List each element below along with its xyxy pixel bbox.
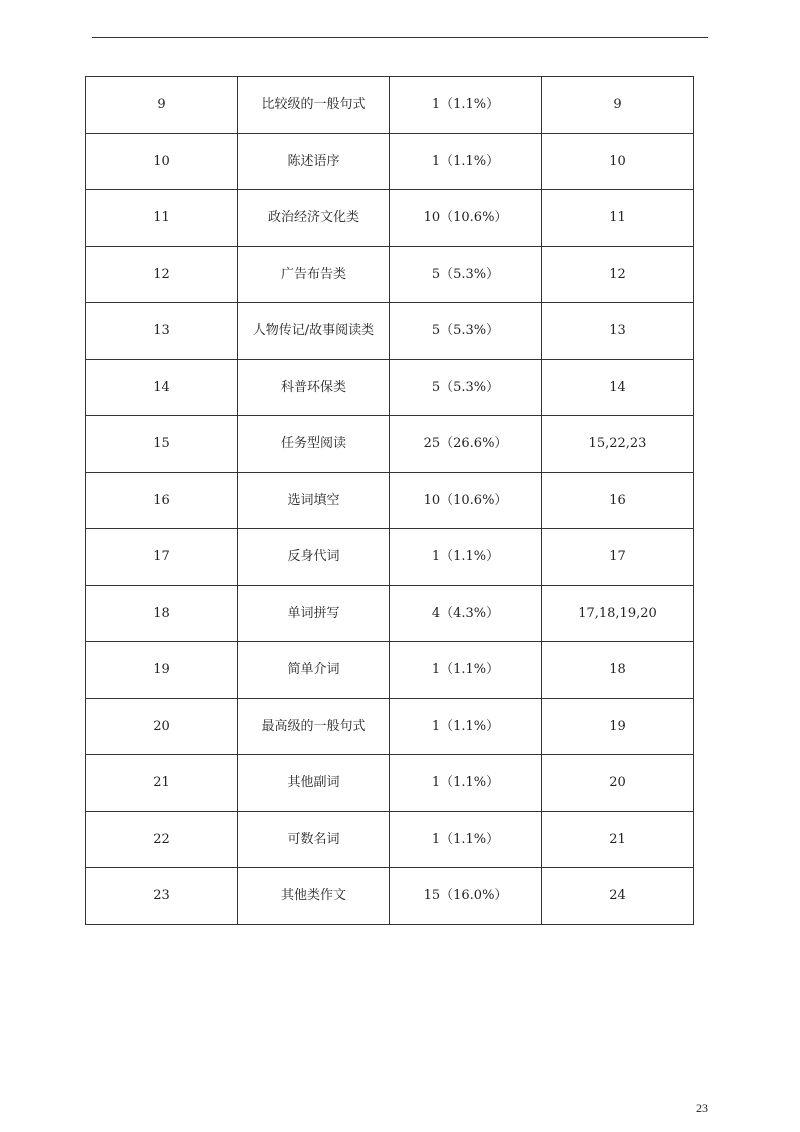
table-row (86, 416, 694, 473)
table-cell: 选词填空 (238, 472, 390, 529)
data-table-container (85, 76, 690, 925)
table-cell: 陈述语序 (238, 133, 390, 190)
table-cell: 17 (542, 529, 694, 586)
table-cell: 25（26.6%） (390, 416, 542, 473)
table-cell: 24 (542, 868, 694, 925)
header-rule (92, 37, 708, 38)
table-row (86, 190, 694, 247)
table-cell: 11 (86, 190, 238, 247)
table-cell: 科普环保类 (238, 359, 390, 416)
table-cell: 简单介词 (238, 642, 390, 699)
table-row (86, 77, 694, 134)
table-cell: 23 (86, 868, 238, 925)
table-cell: 16 (542, 472, 694, 529)
table-cell: 10 (542, 133, 694, 190)
table-cell: 1（1.1%） (390, 811, 542, 868)
table-cell: 任务型阅读 (238, 416, 390, 473)
table-cell: 19 (86, 642, 238, 699)
table-row (86, 529, 694, 586)
table-cell: 最高级的一般句式 (238, 698, 390, 755)
table-row (86, 698, 694, 755)
page-number: 23 (696, 1101, 708, 1115)
table-row (86, 755, 694, 812)
table-cell: 12 (542, 246, 694, 303)
table-cell: 21 (86, 755, 238, 812)
table-cell: 10 (86, 133, 238, 190)
table-cell: 4（4.3%） (390, 585, 542, 642)
table-cell: 11 (542, 190, 694, 247)
table-row (86, 585, 694, 642)
table-cell: 可数名词 (238, 811, 390, 868)
table-cell: 15 (86, 416, 238, 473)
table-row (86, 303, 694, 360)
data-table (85, 76, 694, 925)
table-cell: 反身代词 (238, 529, 390, 586)
table-cell: 1（1.1%） (390, 698, 542, 755)
table-cell: 其他类作文 (238, 868, 390, 925)
table-cell: 10（10.6%） (390, 472, 542, 529)
table-cell: 21 (542, 811, 694, 868)
table-cell: 14 (542, 359, 694, 416)
table-cell: 1（1.1%） (390, 529, 542, 586)
table-cell: 19 (542, 698, 694, 755)
table-row (86, 359, 694, 416)
table-cell: 18 (86, 585, 238, 642)
table-row (86, 246, 694, 303)
table-cell: 1（1.1%） (390, 133, 542, 190)
table-row (86, 133, 694, 190)
table-cell: 1（1.1%） (390, 642, 542, 699)
table-cell: 1（1.1%） (390, 77, 542, 134)
table-row (86, 642, 694, 699)
table-cell: 10（10.6%） (390, 190, 542, 247)
table-row (86, 472, 694, 529)
table-row (86, 811, 694, 868)
table-cell: 5（5.3%） (390, 303, 542, 360)
table-cell: 20 (86, 698, 238, 755)
table-cell: 9 (86, 77, 238, 134)
table-cell: 17,18,19,20 (542, 585, 694, 642)
table-cell: 22 (86, 811, 238, 868)
table-cell: 13 (542, 303, 694, 360)
table-body (86, 77, 694, 925)
table-cell: 20 (542, 755, 694, 812)
table-cell: 单词拼写 (238, 585, 390, 642)
table-cell: 5（5.3%） (390, 246, 542, 303)
table-cell: 政治经济文化类 (238, 190, 390, 247)
table-cell: 17 (86, 529, 238, 586)
table-cell: 15（16.0%） (390, 868, 542, 925)
table-row (86, 868, 694, 925)
table-cell: 比较级的一般句式 (238, 77, 390, 134)
table-cell: 5（5.3%） (390, 359, 542, 416)
table-cell: 14 (86, 359, 238, 416)
table-cell: 9 (542, 77, 694, 134)
table-cell: 1（1.1%） (390, 755, 542, 812)
table-cell: 18 (542, 642, 694, 699)
table-cell: 13 (86, 303, 238, 360)
table-cell: 15,22,23 (542, 416, 694, 473)
table-cell: 其他副词 (238, 755, 390, 812)
table-cell: 广告布告类 (238, 246, 390, 303)
table-cell: 12 (86, 246, 238, 303)
table-cell: 16 (86, 472, 238, 529)
table-cell: 人物传记/故事阅读类 (238, 303, 390, 360)
